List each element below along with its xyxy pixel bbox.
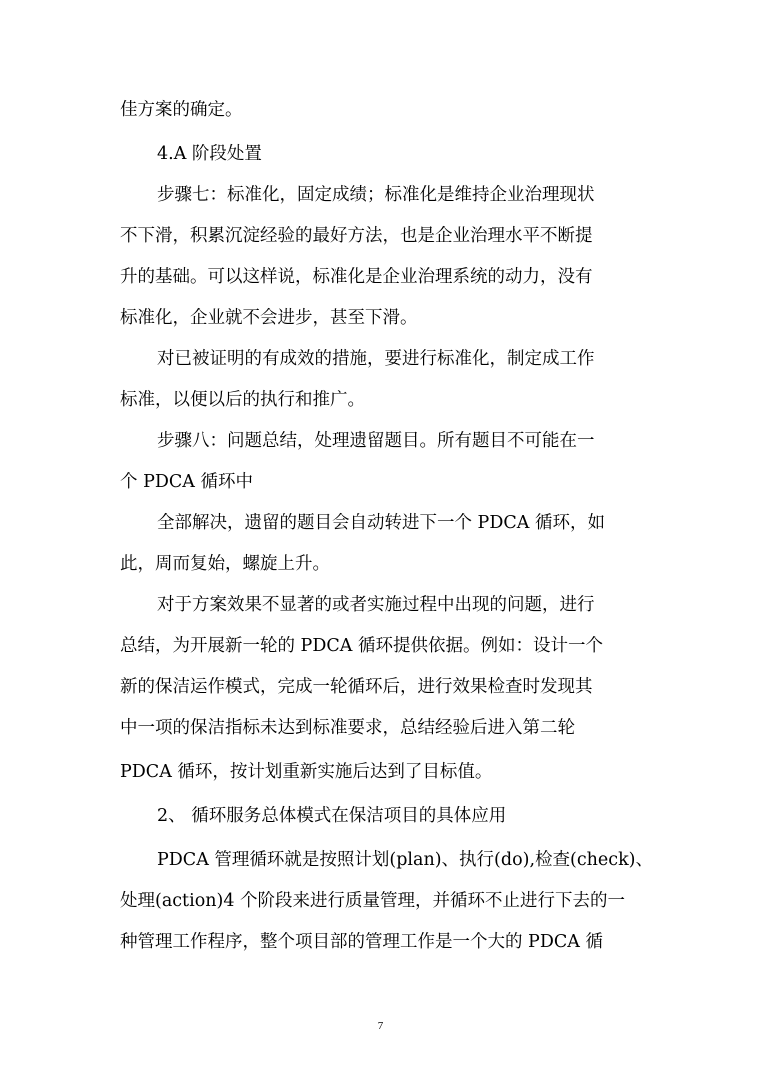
text-line-7: 对已被证明的有成效的措施，要进行标准化，制定成工作 <box>157 349 595 369</box>
subsection-heading: 2、 循环服务总体模式在保洁项目的具体应用 <box>157 806 507 826</box>
page-number: 7 <box>377 1020 384 1032</box>
text-line-1: 佳方案的确定。 <box>120 100 243 120</box>
text-line-17: PDCA 循环，按计划重新实施后达到了目标值。 <box>120 762 493 782</box>
text-line-4: 不下滑，积累沉淀经验的最好方法，也是企业治理水平不断提 <box>120 226 593 246</box>
text-line-15: 新的保洁运作模式，完成一轮循环后，进行效果检查时发现其 <box>120 677 593 697</box>
text-line-8: 标准，以便以后的执行和推广。 <box>120 390 365 410</box>
section-heading: 4.A 阶段处置 <box>157 144 262 164</box>
text-line-10: 个 PDCA 循环中 <box>120 472 253 492</box>
text-line-16: 中一项的保洁指标未达到标准要求，总结经验后进入第二轮 <box>120 718 575 738</box>
text-line-3: 步骤七：标准化，固定成绩；标准化是维持企业治理现状 <box>157 185 595 205</box>
text-line-6: 标准化，企业就不会进步，甚至下滑。 <box>120 308 418 328</box>
text-line-21: 种管理工作程序，整个项目部的管理工作是一个大的 PDCA 循 <box>120 932 603 952</box>
text-line-13: 对于方案效果不显著的或者实施过程中出现的问题，进行 <box>157 595 595 615</box>
text-line-20: 处理(action)4 个阶段来进行质量管理，并循环不止进行下去的一 <box>120 891 626 911</box>
text-line-9: 步骤八：问题总结，处理遗留题目。所有题目不可能在一 <box>157 431 595 451</box>
text-line-12: 此，周而复始，螺旋上升。 <box>120 554 330 574</box>
text-line-5: 升的基础。可以这样说，标准化是企业治理系统的动力，没有 <box>120 267 593 287</box>
text-line-19: PDCA 管理循环就是按照计划(plan)、执行(do),检查(check)、 <box>157 850 653 870</box>
text-line-11: 全部解决，遗留的题目会自动转进下一个 PDCA 循环，如 <box>157 513 605 533</box>
text-line-14: 总结，为开展新一轮的 PDCA 循环提供依据。例如：设计一个 <box>120 636 603 656</box>
